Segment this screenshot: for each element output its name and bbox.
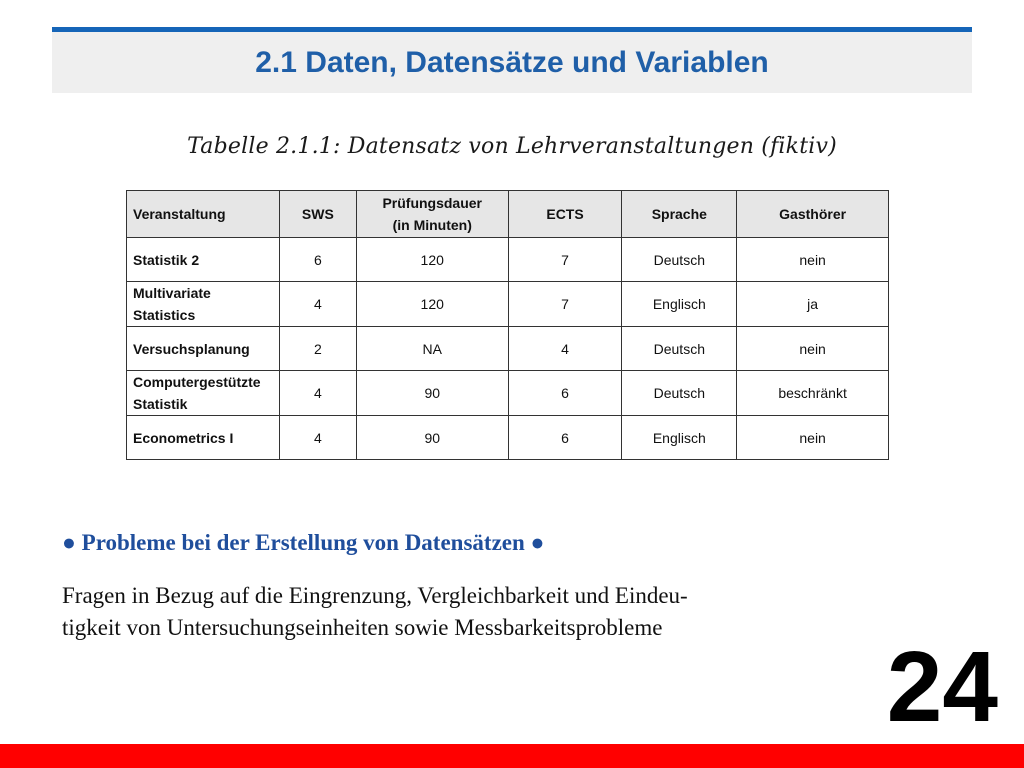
cell-pruefungsdauer: 90	[356, 371, 508, 416]
header-sprache: Sprache	[622, 191, 737, 238]
table-row	[127, 327, 889, 371]
cell-pruefungsdauer: 90	[356, 416, 508, 460]
table-header-row	[127, 191, 889, 238]
cell-gasthoerer: nein	[737, 327, 889, 371]
cell-veranstaltung: Multivariate Statistics	[127, 282, 280, 327]
cell-sws: 2	[279, 327, 356, 371]
cell-ects: 4	[508, 327, 622, 371]
cell-veranstaltung: Versuchsplanung	[127, 327, 280, 371]
table-row	[127, 416, 889, 460]
cell-veranstaltung: Computergestützte Statistik	[127, 371, 280, 416]
header-gasthoerer: Gasthörer	[737, 191, 889, 238]
data-table	[126, 190, 889, 460]
cell-sprache: Deutsch	[622, 238, 737, 282]
cell-veranstaltung: Econometrics I	[127, 416, 280, 460]
slide-header	[52, 27, 972, 93]
cell-gasthoerer: beschränkt	[737, 371, 889, 416]
cell-ects: 6	[508, 416, 622, 460]
body-text-line: tigkeit von Untersuchungseinheiten sowie Messbarkeitsprobleme	[62, 615, 663, 640]
cell-pruefungsdauer: NA	[356, 327, 508, 371]
table-row	[127, 371, 889, 416]
cell-sws: 4	[279, 282, 356, 327]
cell-sws: 4	[279, 371, 356, 416]
slide-title: 2.1 Daten, Datensätze und Variablen	[255, 46, 769, 79]
cell-pruefungsdauer: 120	[356, 238, 508, 282]
body-text-line: Fragen in Bezug auf die Eingrenzung, Vergleichbarkeit und Eindeu-	[62, 583, 688, 608]
cell-ects: 6	[508, 371, 622, 416]
cell-ects: 7	[508, 238, 622, 282]
cell-sprache: Englisch	[622, 282, 737, 327]
cell-sprache: Deutsch	[622, 327, 737, 371]
header-sws: SWS	[279, 191, 356, 238]
cell-sws: 4	[279, 416, 356, 460]
cell-gasthoerer: nein	[737, 416, 889, 460]
table-row	[127, 238, 889, 282]
cell-sws: 6	[279, 238, 356, 282]
cell-gasthoerer: ja	[737, 282, 889, 327]
footer-bar	[0, 744, 1024, 768]
cell-sprache: Englisch	[622, 416, 737, 460]
cell-sprache: Deutsch	[622, 371, 737, 416]
cell-ects: 7	[508, 282, 622, 327]
cell-pruefungsdauer: 120	[356, 282, 508, 327]
header-veranstaltung: Veranstaltung	[127, 191, 280, 238]
body-text	[62, 580, 862, 644]
table-caption: Tabelle 2.1.1: Datensatz von Lehrveranstaltungen (fiktiv)	[187, 134, 837, 159]
section-heading: ● Probleme bei der Erstellung von Datensätzen ●	[62, 530, 545, 555]
table-row	[127, 282, 889, 327]
header-pruefungsdauer: Prüfungsdauer (in Minuten)	[356, 191, 508, 238]
cell-veranstaltung: Statistik 2	[127, 238, 280, 282]
page-number: 24	[886, 631, 998, 743]
cell-gasthoerer: nein	[737, 238, 889, 282]
header-ects: ECTS	[508, 191, 622, 238]
